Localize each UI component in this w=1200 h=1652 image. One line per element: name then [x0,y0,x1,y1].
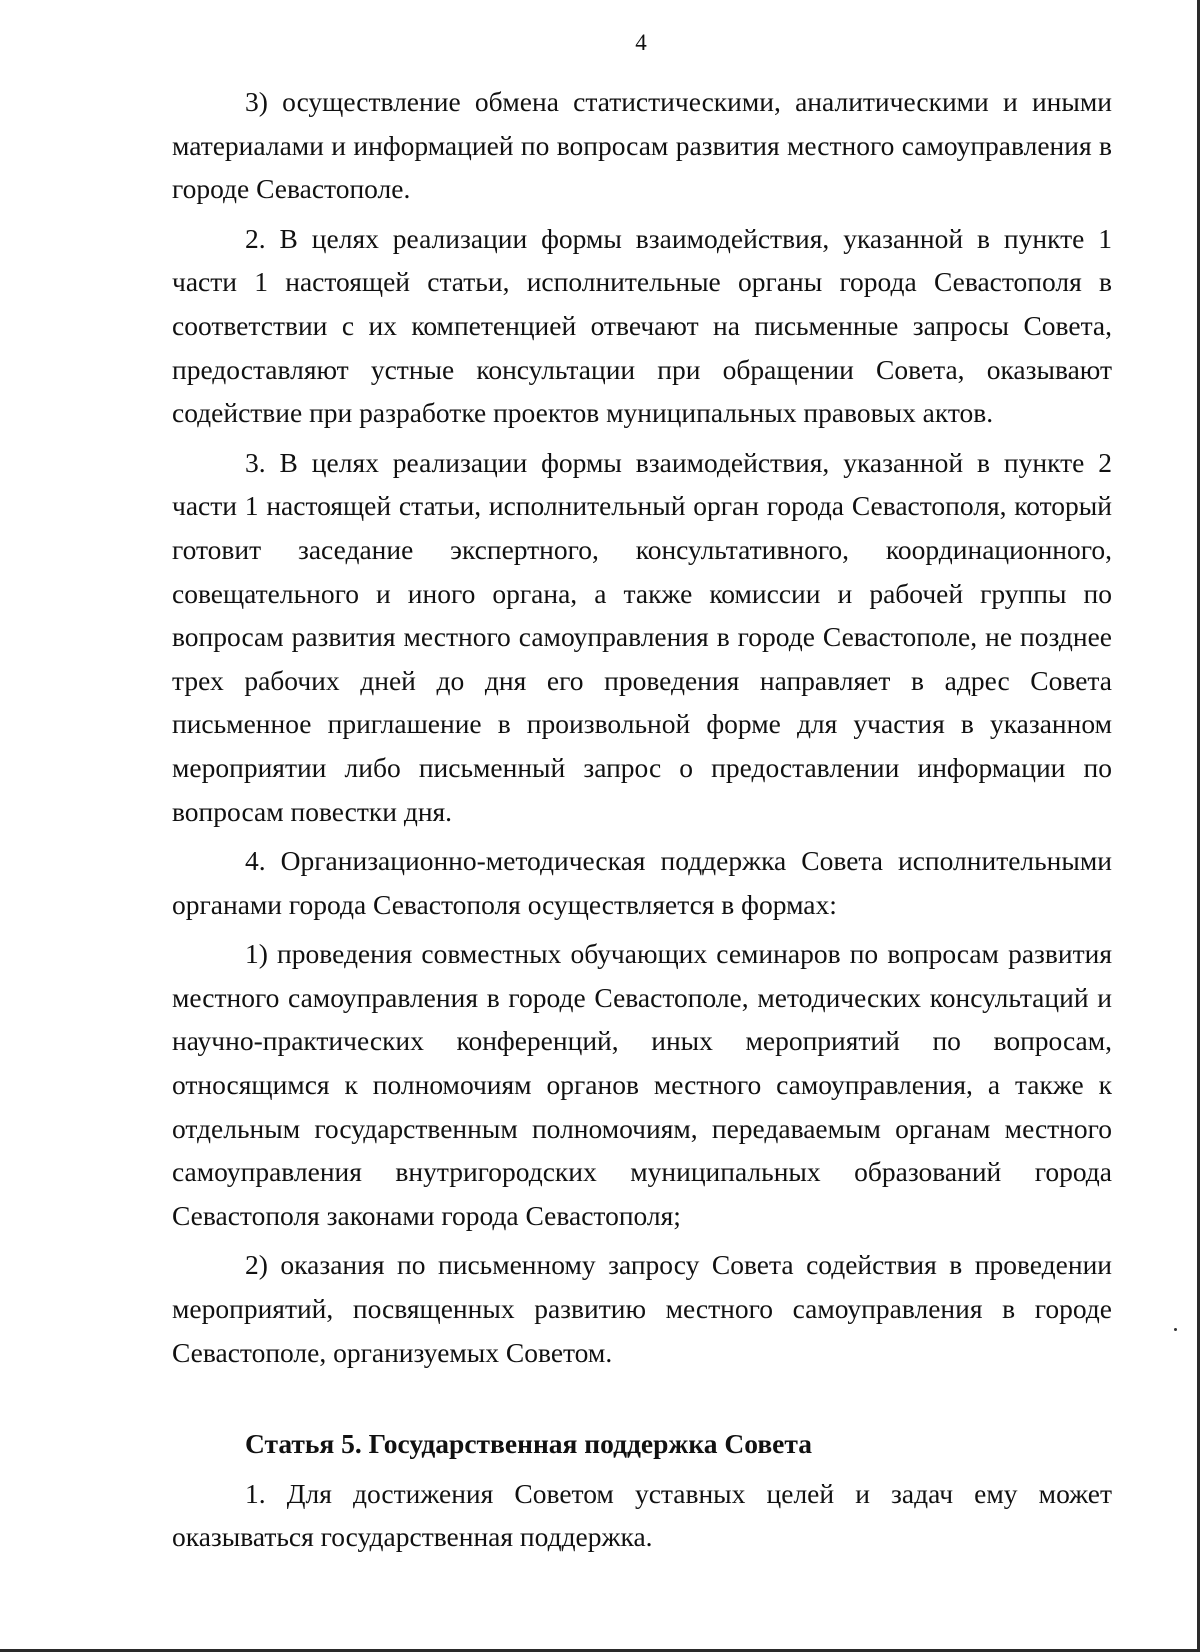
paragraph-clause-3: 3. В целях реализации формы взаимодействия, указанной в пункте 2 части 1 настоящей статьи, исполнительный орган города Севастополя, который готовит заседание экспертного, консультативного, координационного, совещательного и иного органа, а также комиссии и рабочей группы по вопросам развития местного самоуправления в городе Севастополе, не позднее трех рабочих дней до дня его проведения направляет в адрес Совета письменное приглашение в произвольной форме для участия в указанном мероприятии либо письменный запрос о предоставлении информации по вопросам повестки дня. [172,446,1112,827]
page-number: 4 [635,30,647,55]
document-body [172,80,1112,1565]
scan-speck [1174,1328,1177,1331]
paragraph-clause-4: 4. Организационно-методическая поддержка Совета исполнительными органами города Севастополя осуществляется в формах: [172,845,1112,920]
article-5-paragraph-1: 1. Для достижения Советом уставных целей и задач ему может оказываться государственная поддержка. [172,1477,1112,1553]
paragraph-item-1-seminars: 1) проведения совместных обучающих семинаров по вопросам развития местного самоуправления в городе Севастополе, методических консультаций и научно-практических конференций, иных мероприятий по вопросам, относящимся к полномочиям органов местного самоуправления, а также к отдельным государственным полномочиям, передаваемым органам местного самоуправления внутригородских муниципальных образований города Севастополя законами города Севастополя; [172,938,1112,1231]
paragraph-clause-2: 2. В целях реализации формы взаимодействия, указанной в пункте 1 части 1 настоящей статьи, исполнительные органы города Севастополя в соответствии с их компетенцией отвечают на письменные запросы Совета, предоставляют устные консультации при обращении Совета, оказывают содействие при разработке проектов муниципальных правовых актов. [172,222,1112,429]
paragraph-item-3-exchange: 3) осуществление обмена статистическими, аналитическими и иными материалами и информацией по вопросам развития местного самоуправления в городе Севастополе. [172,86,1112,205]
paragraph-item-2-assistance: 2) оказания по письменному запросу Совета содействия в проведении мероприятий, посвященных развитию местного самоуправления в городе Севастополе, организуемых Советом. [172,1249,1112,1368]
article-5-heading: Статья 5. Государственная поддержка Совета [245,1428,812,1460]
